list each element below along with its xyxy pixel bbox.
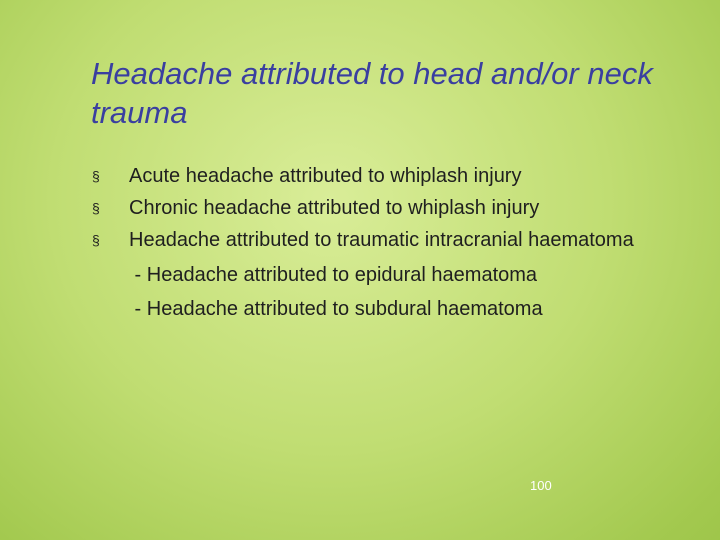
bullet-item bbox=[92, 192, 692, 224]
bullet-text: Chronic headache attributed to whiplash injury bbox=[129, 197, 540, 219]
bullet-icon: § bbox=[92, 200, 100, 216]
bullet-list bbox=[92, 160, 692, 326]
bullet-item bbox=[92, 160, 692, 192]
bullet-icon: § bbox=[92, 232, 100, 248]
bullet-icon: § bbox=[92, 168, 100, 184]
sub-list bbox=[129, 258, 692, 326]
bullet-item bbox=[92, 224, 692, 326]
page-number: 100 bbox=[530, 478, 552, 493]
bullet-text: Headache attributed to traumatic intracranial haematoma bbox=[129, 229, 634, 251]
sub-item: - Headache attributed to subdural haematoma bbox=[129, 298, 543, 320]
slide-title: Headache attributed to head and/or neck trauma bbox=[91, 56, 653, 130]
sub-item: - Headache attributed to epidural haematoma bbox=[129, 264, 538, 286]
bullet-text: Acute headache attributed to whiplash injury bbox=[129, 165, 522, 187]
